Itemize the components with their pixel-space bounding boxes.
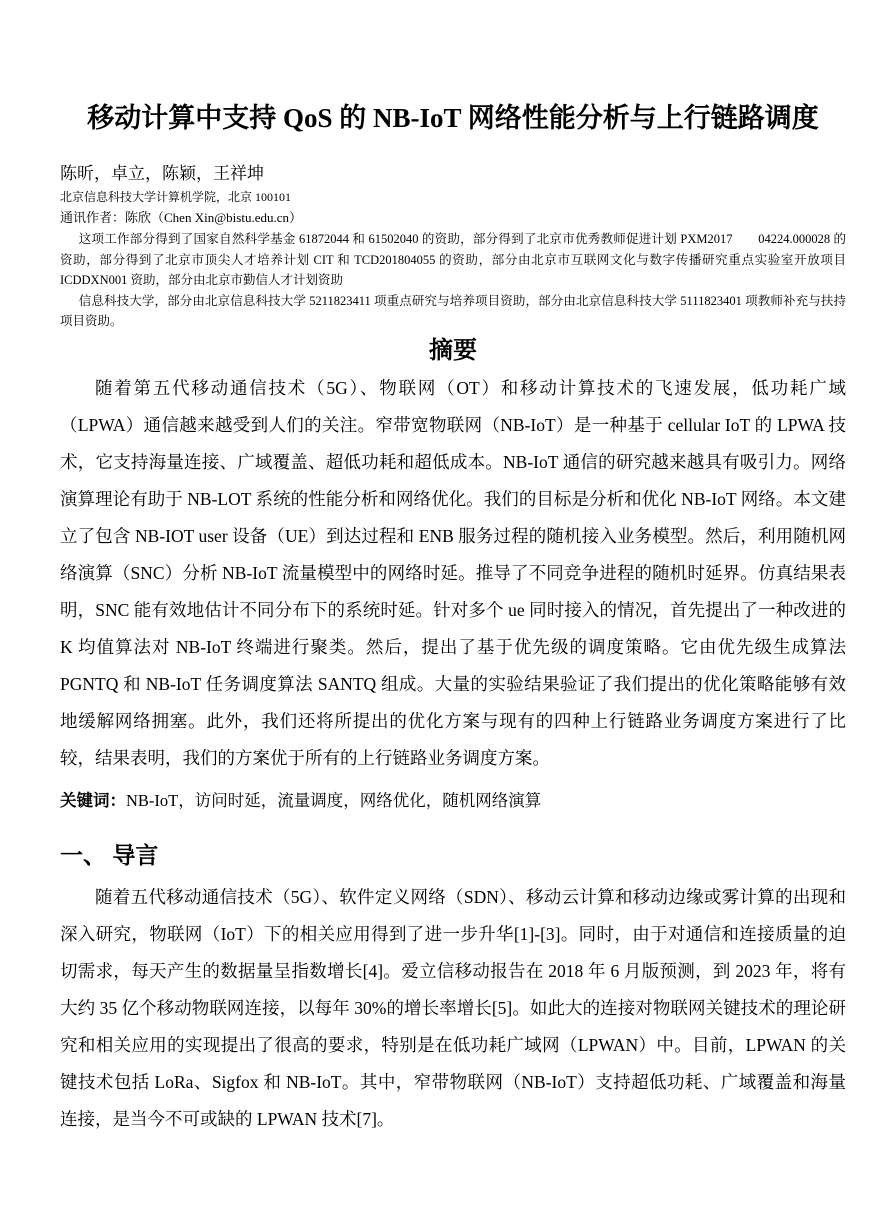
authors-line: 陈昕，卓立，陈颖，王祥坤 [60,164,264,183]
keywords-label: 关键词： [60,791,126,810]
keywords-text: NB-IoT，访问时延，流量调度，网络优化，随机网络演算 [126,790,542,810]
abstract-heading: 摘要 [429,336,477,364]
section-1-body: 随着五代移动通信技术（5G）、软件定义网络（SDN）、移动云计算和移动边缘或雾计算的出现和深入研究，物联网（IoT）下的相关应用得到了进一步升华[1]-[3]。同时，由于对通信和连接质量的迫切需求，每天产生的数据量呈指数增长[4]。爱立信移动报告在 2018 年 6 月版预测，到 2023 年，将有大约 35 亿个移动物联网连接，以每年 30%的增长率增长[5]。如此大的连接对物联网关键技术的理论研究和相关应用的实现提出了很高的要求，特别是在低功耗广域网（LPWAN）中。目前，LPWAN 的关键技术包括 LoRa、Sigfox 和 NB-IoT。其中，窄带物联网（NB-IoT）支持超低功耗、广域覆盖和海量连接，是当今不可或缺的 LPWAN 技术[7]。 [60,886,846,1129]
funding-paragraph-2: 信息科技大学，部分由北京信息科技大学 5211823411 项重点研究与培养项目资助，部分由北京信息科技大学 5111823401 项教师补充与扶持项目资助。 [60,293,846,328]
abstract-body: 随着第五代移动通信技术（5G）、物联网（OT）和移动计算技术的飞速发展，低功耗广域（LPWA）通信越来越受到人们的关注。窄带宽物联网（NB-IoT）是一种基于 cellular IoT 的 LPWA 技术，它支持海量连接、广域覆盖、超低功耗和超低成本。NB-IoT 通信的研究越来越具有吸引力。网络演算理论有助于 NB-LOT 系统的性能分析和网络优化。我们的目标是分析和优化 NB-IoT 网络。本文建立了包含 NB-IOT user 设备（UE）到达过程和 ENB 服务过程的随机接入业务模型。然后，利用随机网络演算（SNC）分析 NB-IoT 流量模型中的网络时延。推导了不同竞争进程的随机时延界。仿真结果表明，SNC 能有效地估计不同分布下的系统时延。针对多个 ue 同时接入的情况，首先提出了一种改进的 K 均值算法对 NB-IoT 终端进行聚类。然后，提出了基于优先级的调度策略。它由优先级生成算法 PGNTQ 和 NB-IoT 任务调度算法 SANTQ 组成。大量的实验结果验证了我们提出的优化策略能够有效地缓解网络拥塞。此外，我们还将所提出的优化方案与现有的四种上行链路业务调度方案进行了比较，结果表明，我们的方案优于所有的上行链路业务调度方案。 [60,377,846,768]
keywords-line [60,789,846,813]
section-1-heading: 一、 导言 [60,841,159,868]
corresponding-author-line: 通讯作者：陈欣（Chen Xin@bistu.edu.cn） [60,210,302,225]
funding-paragraph-1: 这项工作部分得到了国家自然科学基金 61872044 和 61502040 的资助，部分得到了北京市优秀教师促进计划 PXM2017 04224.000028 的资助，部分得到了北京市顶尖人才培养计划 CIT 和 TCD201804055 的资助，部分由北京市互联网文化与数字传播研究重点实验室开放项目 ICDDXN001 资助，部分由北京市勤信人才计划资助 [60,232,846,287]
affiliation-line: 北京信息科技大学计算机学院，北京 100101 [60,190,292,204]
paper-title: 移动计算中支持 QoS 的 NB-IoT 网络性能分析与上行链路调度 [87,103,819,133]
